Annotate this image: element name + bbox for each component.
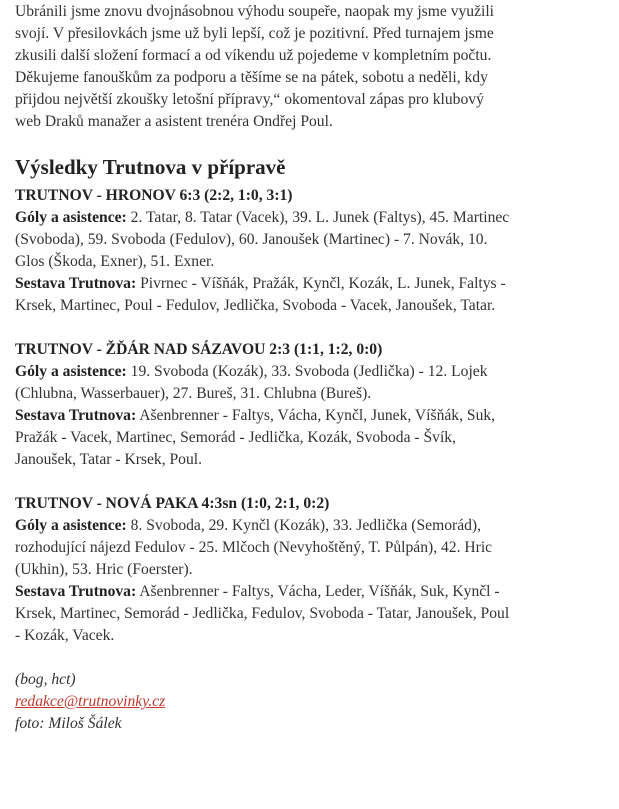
author-credit: (bog, hct) xyxy=(15,671,76,688)
goals-label: Góly a asistence: xyxy=(15,209,127,226)
match-result-hronov xyxy=(15,185,510,317)
goals-text: 2. Tatar, 8. Tatar (Vacek), 39. L. Junek (Faltys), 45. Martinec (Svoboda), 59. Svoboda (Fedulov), 60. Janoušek (Martinec) - 7. Novák, 10. Glos (Škoda, Exner), 51. Exner. xyxy=(15,209,510,270)
lineup-text: Ašenbrenner - Faltys, Vácha, Kynčl, Junek, Víšňák, Suk, Pražák - Vacek, Martinec, Semorád - Jedlička, Kozák, Svoboda - Švík, Janoušek, Tatar - Krsek, Poul. xyxy=(15,407,496,468)
lineup-text: Ašenbrenner - Faltys, Vácha, Leder, Víšňák, Suk, Kynčl - Krsek, Martinec, Semorád - Jedlička, Fedulov, Svoboda - Tatar, Janoušek, Poul - Kozák, Vacek. xyxy=(15,583,510,644)
goals-label: Góly a asistence: xyxy=(15,517,127,534)
photo-credit: foto: Miloš Šálek xyxy=(15,715,122,732)
match-result-zdar xyxy=(15,339,510,471)
match-title: TRUTNOV - NOVÁ PAKA 4:3sn (1:0, 2:1, 0:2) xyxy=(15,495,330,512)
section-heading: Výsledky Trutnova v přípravě xyxy=(15,155,286,179)
goals-text: 19. Svoboda (Kozák), 33. Svoboda (Jedlička) - 12. Lojek (Chlubna, Wasserbauer), 27. Bureš, 31. Chlubna (Bureš). xyxy=(15,363,488,402)
lineup-label: Sestava Trutnova: xyxy=(15,583,137,600)
goals-label: Góly a asistence: xyxy=(15,363,127,380)
match-title: TRUTNOV - HRONOV 6:3 (2:2, 1:0, 3:1) xyxy=(15,187,293,204)
match-result-nova-paka xyxy=(15,493,510,647)
match-title: TRUTNOV - ŽĎÁR NAD SÁZAVOU 2:3 (1:1, 1:2, 0:0) xyxy=(15,341,383,358)
email-link[interactable]: redakce@trutnovinky.cz xyxy=(15,693,166,710)
article-footer xyxy=(15,669,510,735)
article-body xyxy=(15,0,510,735)
lineup-text: Pivrnec - Víšňák, Pražák, Kynčl, Kozák, L. Junek, Faltys - Krsek, Martinec, Poul - Fedulov, Jedlička, Svoboda - Vacek, Janoušek, Tatar. xyxy=(15,275,506,314)
intro-paragraph: Ubránili jsme znovu dvojnásobnou výhodu soupeře, naopak my jsme využili svojí. V přesilovkách jsme už byli lepší, což je pozitivní. Před turnajem jsme zkusili další složení formací a od víkendu už pojedeme v kompletním počtu. Děkujeme fanouškům za podporu a těšíme se na pátek, sobotu a neděli, kdy přijdou největší zkoušky letošní přípravy,“ okomentoval zápas pro klubový web Draků manažer a asistent trenéra Ondřej Poul. xyxy=(15,3,494,130)
lineup-label: Sestava Trutnova: xyxy=(15,275,137,292)
goals-text: 8. Svoboda, 29. Kynčl (Kozák), 33. Jedlička (Semorád), rozhodující nájezd Fedulov - 25. Mlčoch (Nevyhoštěný, T. Půlpán), 42. Hric (Ukhin), 53. Hric (Foerster). xyxy=(15,517,493,578)
lineup-label: Sestava Trutnova: xyxy=(15,407,137,424)
